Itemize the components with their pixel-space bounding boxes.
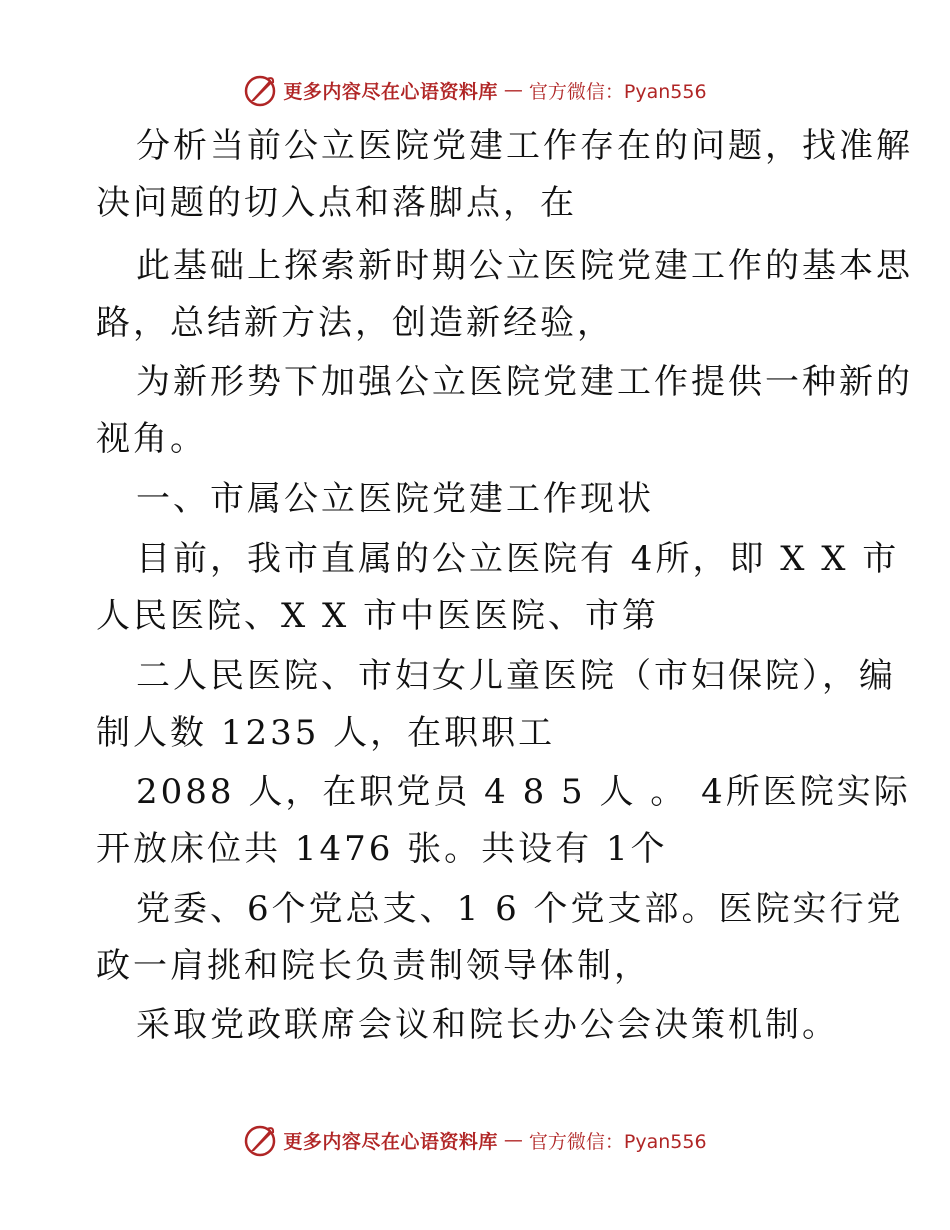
paragraph-line: 政一肩挑和院长负责制领导体制， — [96, 946, 651, 986]
quill-logo-icon — [243, 1123, 277, 1157]
paragraph-line: 2088 人，在职党员 4 8 5 人 。 4所医院实际 — [136, 772, 911, 812]
paragraph-line: 人民医院、X X 市中医医院、市第 — [96, 596, 660, 636]
section-heading — [96, 471, 866, 528]
watermark-wechat: 官方微信：Pyan556 — [528, 1130, 707, 1153]
watermark-wechat: 官方微信：Pyan556 — [528, 80, 707, 103]
paragraph — [96, 531, 900, 645]
watermark-text: 更多内容尽在心语资料库 — [283, 80, 498, 103]
header-watermark — [0, 70, 950, 110]
paragraph — [96, 997, 866, 1054]
paragraph-line: 为新形势下加强公立医院党建工作提供一种新的 — [136, 362, 913, 402]
paragraph — [96, 118, 913, 232]
paragraph-line: 采取党政联席会议和院长办公会决策机制。 — [136, 1005, 839, 1045]
paragraph-line: 开放床位共 1476 张。共设有 1个 — [96, 829, 668, 869]
paragraph — [96, 881, 904, 995]
paragraph — [96, 764, 911, 878]
paragraph-line: 党委、6个党总支、1 6 个党支部。医院实行党 — [136, 889, 904, 929]
paragraph-line: 决问题的切入点和落脚点，在 — [96, 183, 577, 223]
paragraph-line: 路，总结新方法，创造新经验， — [96, 303, 614, 343]
heading-text: 一、市属公立医院党建工作现状 — [136, 479, 654, 519]
paragraph-line: 分析当前公立医院党建工作存在的问题，找准解 — [136, 126, 913, 166]
paragraph — [96, 238, 913, 352]
paragraph — [96, 354, 913, 468]
paragraph-line: 二人民医院、市妇女儿童医院（市妇保院），编 — [136, 656, 896, 696]
quill-logo-icon — [243, 73, 277, 107]
paragraph-line: 视角。 — [96, 419, 207, 459]
watermark-text: 更多内容尽在心语资料库 — [283, 1130, 498, 1153]
watermark-separator: — — [503, 1129, 523, 1151]
paragraph-line: 目前，我市直属的公立医院有 4所，即 X X 市 — [136, 539, 900, 579]
watermark-separator: — — [503, 79, 523, 101]
paragraph-line: 制人数 1235 人，在职职工 — [96, 713, 556, 753]
paragraph-line: 此基础上探索新时期公立医院党建工作的基本思 — [136, 246, 913, 286]
paragraph — [96, 648, 896, 762]
footer-watermark — [0, 1120, 950, 1160]
